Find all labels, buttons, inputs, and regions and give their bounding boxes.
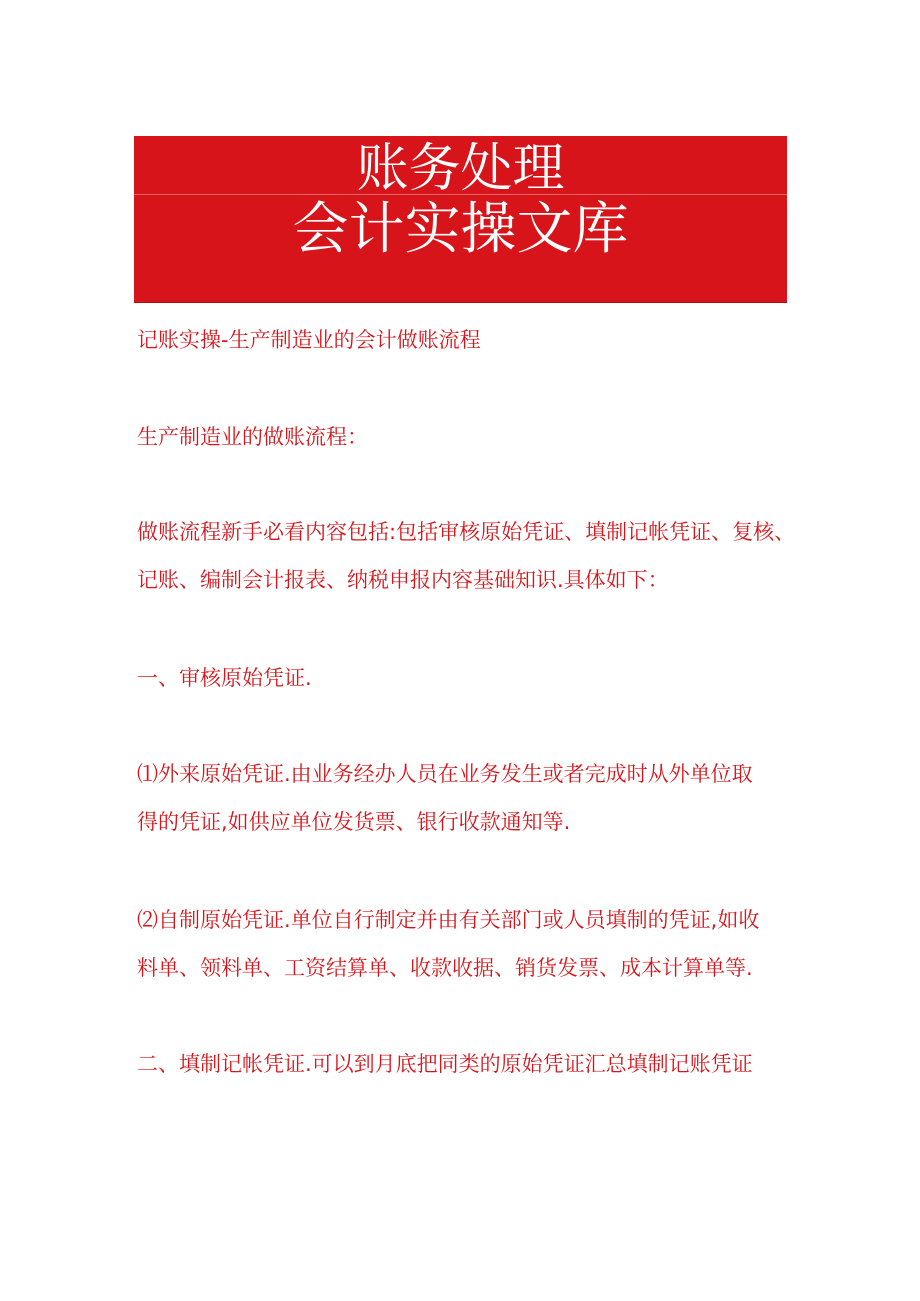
banner-title-line2: 会计实操文库: [292, 197, 629, 262]
item-2-line-1: ⑵自制原始凭证.单位自行制定并由有关部门或人员填制的凭证,如收: [137, 908, 760, 932]
intro-line-2: 记账、编制会计报表、纳税申报内容基础知识.具体如下：: [137, 568, 669, 592]
intro-line-1: 做账流程新手必看内容包括:包括审核原始凭证、填制记帐凭证、复核、: [137, 520, 796, 544]
item-1-line-2: 得的凭证,如供应单位发货票、银行收款通知等.: [137, 810, 571, 834]
document-title: 记账实操-生产制造业的会计做账流程: [137, 328, 481, 352]
section-heading-2: 二、填制记帐凭证.可以到月底把同类的原始凭证汇总填制记账凭证: [137, 1052, 753, 1076]
banner-title-line1: 账务处理: [356, 139, 565, 199]
header-banner: [134, 136, 787, 303]
section-heading-1: 一、审核原始凭证.: [137, 666, 312, 690]
document-subtitle: 生产制造业的做账流程：: [137, 425, 368, 449]
item-2-line-2: 料单、领料单、工资结算单、收款收据、销货发票、成本计算单等.: [137, 956, 753, 980]
item-1-line-1: ⑴外来原始凭证.由业务经办人员在业务发生或者完成时从外单位取: [137, 762, 753, 786]
